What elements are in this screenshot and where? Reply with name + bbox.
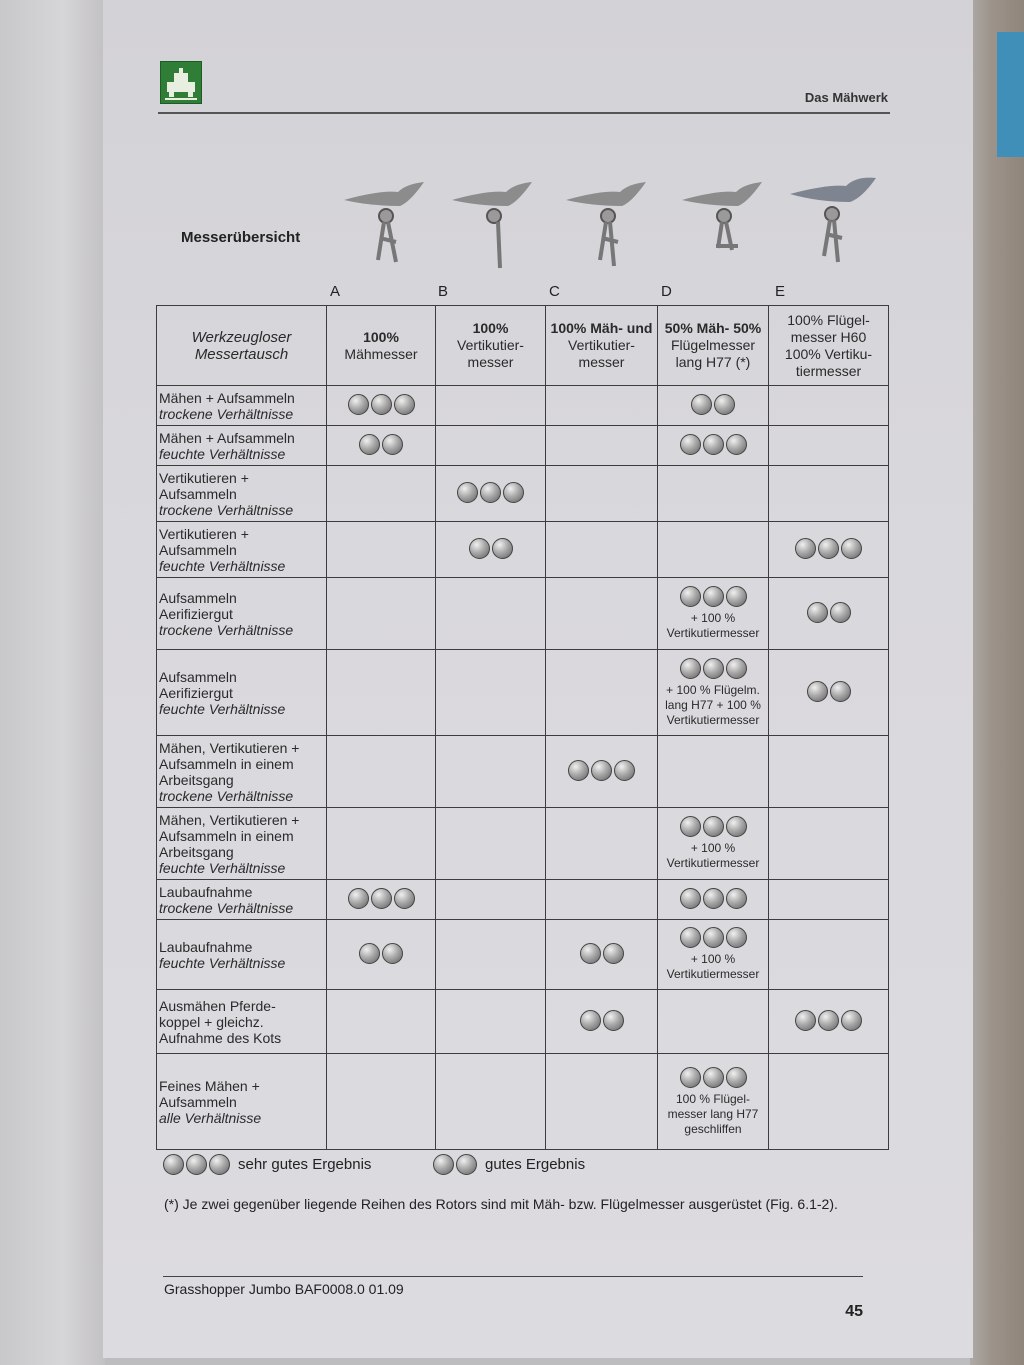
rating-cell (436, 880, 546, 920)
rating-cell (546, 522, 658, 578)
ball-rating-icon (680, 816, 747, 837)
rating-cell (436, 386, 546, 426)
knife-overview-table (156, 305, 889, 1150)
rating-cell (769, 808, 889, 880)
legend-label: sehr gutes Ergebnis (238, 1156, 372, 1173)
footnote: (*) Je zwei gegenüber liegende Reihen des Rotors sind mit Mäh- bzw. Flügelmesser ausgerüstet (Fig. 6.1-2). (164, 1196, 838, 1212)
ball-rating-icon (580, 1010, 624, 1031)
row-condition: trockene Verhältnisse (159, 405, 294, 422)
table-row (157, 920, 889, 990)
rating-cell (658, 990, 769, 1054)
corner-line: Werkzeugloser (191, 328, 292, 346)
table-row (157, 426, 889, 466)
rating-cell (436, 522, 546, 578)
rating-cell (327, 426, 436, 466)
header-line: Vertikutier- (457, 337, 524, 353)
row-label-line: Arbeitsgang (159, 771, 234, 788)
row-label-line: Aufnahme des Kots (159, 1029, 282, 1046)
table-header-row (157, 306, 889, 386)
row-label (157, 578, 327, 650)
row-label-line: Mähen, Vertikutieren + (159, 739, 300, 756)
row-condition: trockene Verhältnisse (159, 621, 294, 638)
ball-rating-icon (691, 394, 735, 415)
ball-rating-icon (680, 658, 747, 679)
rating-cell (546, 736, 658, 808)
column-header-e (769, 306, 889, 386)
ball-rating-icon (469, 538, 513, 559)
table-row (157, 880, 889, 920)
rating-cell (769, 920, 889, 990)
blue-index-tab (997, 32, 1024, 157)
row-label (157, 920, 327, 990)
rating-cell (769, 736, 889, 808)
manufacturer-logo-icon (160, 61, 202, 104)
knife-blade-icon (448, 172, 548, 272)
row-condition: feuchte Verhältnisse (159, 954, 286, 971)
header-line: tiermesser (795, 362, 862, 379)
row-condition: feuchte Verhältnisse (159, 445, 286, 462)
legend-very-good (163, 1154, 371, 1175)
rating-cell (769, 1054, 889, 1150)
ball-rating-icon (359, 434, 403, 455)
left-facing-page (0, 0, 105, 1365)
rating-cell (658, 426, 769, 466)
rating-cell (436, 426, 546, 466)
rating-cell (769, 386, 889, 426)
ball-rating-icon (680, 586, 747, 607)
column-letter-d: D (661, 283, 672, 300)
rating-cell (546, 650, 658, 736)
rating-cell (546, 1054, 658, 1150)
rating-cell (327, 386, 436, 426)
rating-cell (658, 920, 769, 990)
ball-rating-icon (680, 1067, 747, 1088)
row-label (157, 990, 327, 1054)
rating-cell (546, 920, 658, 990)
rating-cell (546, 880, 658, 920)
header-line: 50% Mäh- 50% (664, 320, 762, 336)
rating-cell (769, 650, 889, 736)
rating-cell (546, 426, 658, 466)
cell-note: + 100 % Vertikutiermesser (666, 611, 760, 640)
rating-cell (658, 736, 769, 808)
column-letter-c: C (549, 283, 560, 300)
rating-cell (436, 736, 546, 808)
rating-cell (546, 808, 658, 880)
column-header-a (327, 306, 436, 386)
header-line: 100% Flügel- (787, 311, 870, 328)
rating-cell (436, 808, 546, 880)
table-row (157, 386, 889, 426)
knife-blade-icon (678, 172, 778, 272)
rating-cell (436, 578, 546, 650)
row-label-line: Aufsammeln (159, 541, 237, 558)
column-letter-e: E (775, 283, 786, 300)
knife-blade-icon (562, 172, 662, 272)
legend-label: gutes Ergebnis (485, 1156, 586, 1173)
ball-rating-icon (680, 434, 747, 455)
knife-blade-icon (788, 172, 888, 272)
table-row (157, 808, 889, 880)
column-header-b (436, 306, 546, 386)
rating-cell (546, 466, 658, 522)
cell-note: + 100 % Vertikutiermesser (666, 841, 760, 870)
ball-rating-icon (580, 943, 624, 964)
knife-blade-icon (340, 172, 440, 272)
table-row (157, 650, 889, 736)
header-line: lang H77 (*) (675, 354, 751, 370)
row-label-line: Mähen + Aufsammeln (159, 429, 295, 446)
rating-cell (327, 578, 436, 650)
row-label (157, 522, 327, 578)
row-label-line: Ausmähen Pferde- (159, 997, 276, 1014)
header-line: messer (467, 354, 514, 370)
column-letter-b: B (438, 283, 449, 300)
table-row (157, 1054, 889, 1150)
table-row (157, 578, 889, 650)
row-label-line: Laubaufnahme (159, 938, 253, 955)
row-label (157, 650, 327, 736)
ball-rating-icon (433, 1154, 477, 1175)
ball-rating-icon (680, 927, 747, 948)
row-label-line: Aufsammeln (159, 668, 237, 685)
ball-rating-icon (348, 394, 415, 415)
rating-cell (546, 990, 658, 1054)
row-label-line: Vertikutieren + (159, 525, 249, 542)
row-label-line: Aufsammeln in einem (159, 755, 294, 772)
row-label-line: Aerifiziergut (159, 684, 233, 701)
ball-rating-icon (807, 681, 851, 702)
table-row (157, 990, 889, 1054)
row-label-line: Aerifiziergut (159, 605, 233, 622)
ball-rating-icon (795, 538, 862, 559)
row-label-line: Aufsammeln (159, 589, 237, 606)
ball-rating-icon (680, 888, 747, 909)
row-label-line: Mähen, Vertikutieren + (159, 811, 300, 828)
row-label (157, 1054, 327, 1150)
rating-cell (327, 808, 436, 880)
header-line: Flügelmesser (670, 337, 756, 353)
footer-document-id: Grasshopper Jumbo BAF0008.0 01.09 (164, 1281, 404, 1297)
rating-cell (546, 386, 658, 426)
rating-cell (327, 466, 436, 522)
header-line: 100% (472, 320, 509, 336)
row-label-line: Aufsammeln (159, 1093, 237, 1110)
rating-cell (436, 920, 546, 990)
page-title: Messerübersicht (181, 229, 301, 246)
rating-cell (658, 578, 769, 650)
ball-rating-icon (807, 602, 851, 623)
rating-cell (327, 880, 436, 920)
row-condition: feuchte Verhältnisse (159, 557, 286, 574)
table-row (157, 522, 889, 578)
row-condition: feuchte Verhältnisse (159, 700, 286, 717)
page-edge-background (970, 0, 1024, 1365)
rating-cell (769, 426, 889, 466)
rating-cell (769, 578, 889, 650)
row-label-line: Laubaufnahme (159, 883, 253, 900)
corner-line: Messertausch (194, 345, 289, 363)
ball-rating-icon (795, 1010, 862, 1031)
row-condition: trockene Verhältnisse (159, 787, 294, 804)
row-label-line: Aufsammeln in einem (159, 827, 294, 844)
rating-cell (327, 650, 436, 736)
ball-rating-icon (348, 888, 415, 909)
row-label (157, 736, 327, 808)
cell-note: + 100 % Flügelm. lang H77 + 100 % Vertikutiermesser (665, 682, 761, 727)
row-label-line: Vertikutieren + (159, 469, 249, 486)
header-section-title: Das Mähwerk (804, 90, 888, 105)
header-line: messer (578, 354, 625, 370)
row-condition: feuchte Verhältnisse (159, 859, 286, 876)
column-header-c (546, 306, 658, 386)
row-label (157, 808, 327, 880)
row-label-line: Mähen + Aufsammeln (159, 389, 295, 406)
rating-cell (769, 880, 889, 920)
rating-cell (769, 990, 889, 1054)
table-row (157, 466, 889, 522)
row-label-line: Feines Mähen + (159, 1077, 260, 1094)
row-condition: trockene Verhältnisse (159, 899, 294, 916)
row-condition: trockene Verhältnisse (159, 501, 294, 518)
rating-cell (436, 1054, 546, 1150)
rating-cell (327, 522, 436, 578)
header-line: Mähmesser (344, 345, 418, 362)
rating-cell (769, 522, 889, 578)
rating-cell (769, 466, 889, 522)
rating-cell (436, 466, 546, 522)
ball-rating-icon (568, 760, 635, 781)
rating-cell (658, 466, 769, 522)
row-label-line: Arbeitsgang (159, 843, 234, 860)
cell-note: 100 % Flügel- messer lang H77 geschliffen (667, 1091, 759, 1136)
rating-cell (436, 650, 546, 736)
rating-cell (658, 808, 769, 880)
row-label-line: koppel + gleichz. (159, 1013, 264, 1030)
header-line: 100% Mäh- und (550, 320, 653, 336)
corner-header (157, 306, 327, 386)
ball-rating-icon (457, 482, 524, 503)
header-line: 100% (363, 328, 399, 345)
rating-cell (658, 386, 769, 426)
footer-rule (163, 1276, 863, 1277)
column-letter-a: A (330, 283, 341, 300)
rating-cell (327, 736, 436, 808)
rating-cell (658, 650, 769, 736)
rating-cell (327, 990, 436, 1054)
legend-good (433, 1154, 585, 1175)
rating-cell (327, 1054, 436, 1150)
ball-rating-icon (163, 1154, 230, 1175)
page-number: 45 (845, 1303, 863, 1320)
header-line: messer H60 (790, 328, 867, 345)
table-row (157, 736, 889, 808)
header-rule (158, 112, 890, 114)
row-label (157, 466, 327, 522)
row-label-line: Aufsammeln (159, 485, 237, 502)
row-label (157, 880, 327, 920)
rating-cell (436, 990, 546, 1054)
header-line: 100% Vertiku- (784, 345, 873, 362)
rating-cell (658, 880, 769, 920)
row-condition: alle Verhältnisse (159, 1109, 262, 1126)
rating-cell (546, 578, 658, 650)
rating-cell (658, 1054, 769, 1150)
ball-rating-icon (359, 943, 403, 964)
column-header-d (658, 306, 769, 386)
row-label (157, 386, 327, 426)
header-line: Vertikutier- (568, 337, 635, 353)
row-label (157, 426, 327, 466)
rating-cell (658, 522, 769, 578)
cell-note: + 100 % Vertikutiermesser (666, 952, 760, 981)
rating-cell (327, 920, 436, 990)
